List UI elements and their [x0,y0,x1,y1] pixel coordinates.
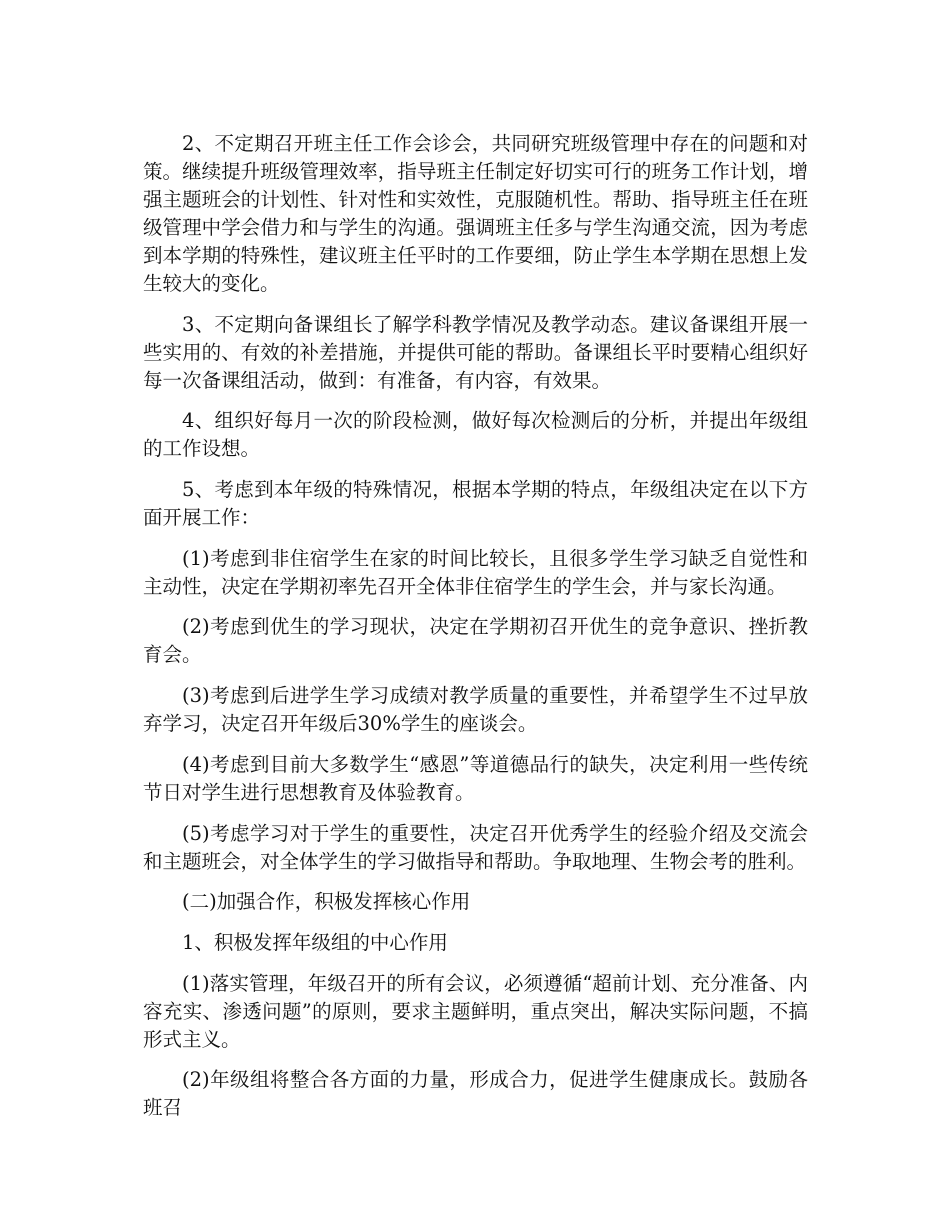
document-body [143,130,808,1122]
list-item-3-struggling-students: (3)考虑到后进学生学习成绩对教学质量的重要性，并希望学生不过早放弃学习，决定召开年级后30%学生的座谈会。 [143,684,808,736]
list-item-5-study-exchange: (5)考虑学习对于学生的重要性，决定召开优秀学生的经验介绍及交流会和主题班会，对全体学生的学习做指导和帮助。争取地理、生物会考的胜利。 [143,821,808,873]
paragraph-2-head-teacher-meetings: 2、不定期召开班主任工作会诊会，共同研究班级管理中存在的问题和对策。继续提升班级管理效率，指导班主任制定好切实可行的班务工作计划，增强主题班会的计划性、针对性和实效性，克服随机性。帮助、指导班主任在班级管理中学会借力和与学生的沟通。强调班主任多与学生沟通交流，因为考虑到本学期的特殊性，建议班主任平时的工作要细，防止学生本学期在思想上发生较大的变化。 [143,132,808,295]
paragraph-5-special-situation: 5、考虑到本年级的特殊情况，根据本学期的特点，年级组决定在以下方面开展工作： [143,478,808,530]
list-item-1-non-boarding-students: (1)考虑到非住宿学生在家的时间比较长，且很多学生学习缺乏自觉性和主动性，决定在学期初率先召开全体非住宿学生的学生会，并与家长沟通。 [143,546,808,598]
section-heading-cooperation: (二)加强合作，积极发挥核心作用 [182,890,471,914]
list-item-4-gratitude-education: (4)考虑到目前大多数学生“感恩”等道德品行的缺失，决定利用一些传统节日对学生进行思想教育及体验教育。 [143,752,808,804]
list-item-2-joint-force: (2)年级组将整合各方面的力量，形成合力，促进学生健康成长。鼓励各班召 [143,1068,808,1120]
paragraph-4-monthly-tests: 4、组织好每月一次的阶段检测，做好每次检测后的分析，并提出年级组的工作设想。 [143,409,808,461]
subheading-grade-group-role: 1、积极发挥年级组的中心作用 [182,930,448,954]
paragraph-3-lesson-prep-groups: 3、不定期向备课组长了解学科教学情况及教学动态。建议备课组开展一些实用的、有效的补差措施，并提供可能的帮助。备课组长平时要精心组织好每一次备课组活动，做到：有准备，有内容，有效果。 [143,312,808,392]
list-item-1-meeting-management: (1)落实管理，年级召开的所有会议，必须遵循“超前计划、充分准备、内容充实、渗透问题”的原则，要求主题鲜明，重点突出，解决实际问题，不搞形式主义。 [143,971,808,1051]
list-item-2-top-students: (2)考虑到优生的学习现状，决定在学期初召开优生的竞争意识、挫折教育会。 [143,615,808,667]
